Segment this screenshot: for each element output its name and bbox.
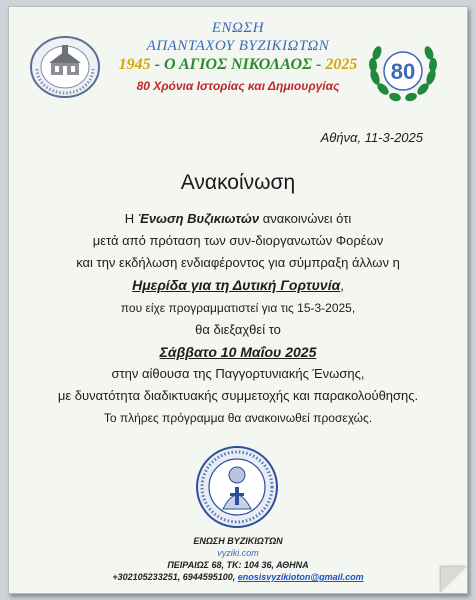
body-text: ανακοινώνει ότι [259,211,352,226]
body-line-8: στην αίθουσα της Παγγορτυνιακής Ένωσης, [111,366,365,381]
event-date: Σάββατο 10 Μαΐου 2025 [159,344,317,360]
footer-email[interactable]: enosisvyzikioton@gmail.com [237,572,364,582]
page-fold-corner [441,567,467,593]
document-title: Ανακοίνωση [180,171,296,194]
footer-org: ΕΝΩΣΗ ΒΥΖΙΚΙΩΤΩΝ [193,536,283,546]
anniversary-line [9,55,467,75]
body-line-10: Το πλήρες πρόγραμμα θα ανακοινωθεί προσεχώς. [103,411,373,425]
body-line-5: που είχε προγραμματιστεί για τις 15-3-2025, [120,301,356,315]
event-name: Ημερίδα για τη Δυτική Γορτυνία [132,277,341,293]
year-start: 1945 [118,56,151,73]
footer-phones: +302105233251, 6944595100, [112,572,236,582]
announcement-page [8,6,468,594]
saint-name: - Ο ΑΓΙΟΣ ΝΙΚΟΛΑΟΣ - [154,56,322,73]
footer-website[interactable]: vyziki.com [217,548,259,558]
org-emphasis: Ένωση Βυζικιωτών [137,211,260,226]
org-name-line1: ΕΝΩΣΗ [211,20,265,36]
announcement-body [15,208,461,429]
body-line-1 [15,208,461,230]
body-line-9: με δυνατότητα διαδικτυακής συμμετοχής και παρακολούθησης. [57,388,419,403]
anniversary-subtitle: 80 Χρόνια Ιστορίας και Δημιουργίας [136,79,340,93]
badge-number: 80 [390,59,416,84]
saint-nicholas-seal-icon [195,445,279,529]
body-line-3: και την εκδήλωση ενδιαφέροντος για σύμπραξη άλλων η [76,255,400,270]
footer-address: ΠΕΙΡΑΙΩΣ 68, ΤΚ: 104 36, ΑΘΗΝΑ [167,560,309,570]
body-line-2: μετά από πρόταση των συν-διοργανωτών Φορέων [92,233,384,248]
body-text: , [340,278,344,293]
footer-contact [9,571,467,583]
footer [9,535,467,583]
year-end: 2025 [325,56,358,73]
body-line-6: θα διεξαχθεί το [195,322,281,337]
body-text: Η [124,211,138,226]
org-name-line2: ΑΠΑΝΤΑΧΟΥ ΒΥΖΙΚΙΩΤΩΝ [146,38,330,54]
document-date: Αθήνα, 11-3-2025 [320,130,423,145]
body-line-4 [15,274,461,297]
letterhead [9,19,467,95]
